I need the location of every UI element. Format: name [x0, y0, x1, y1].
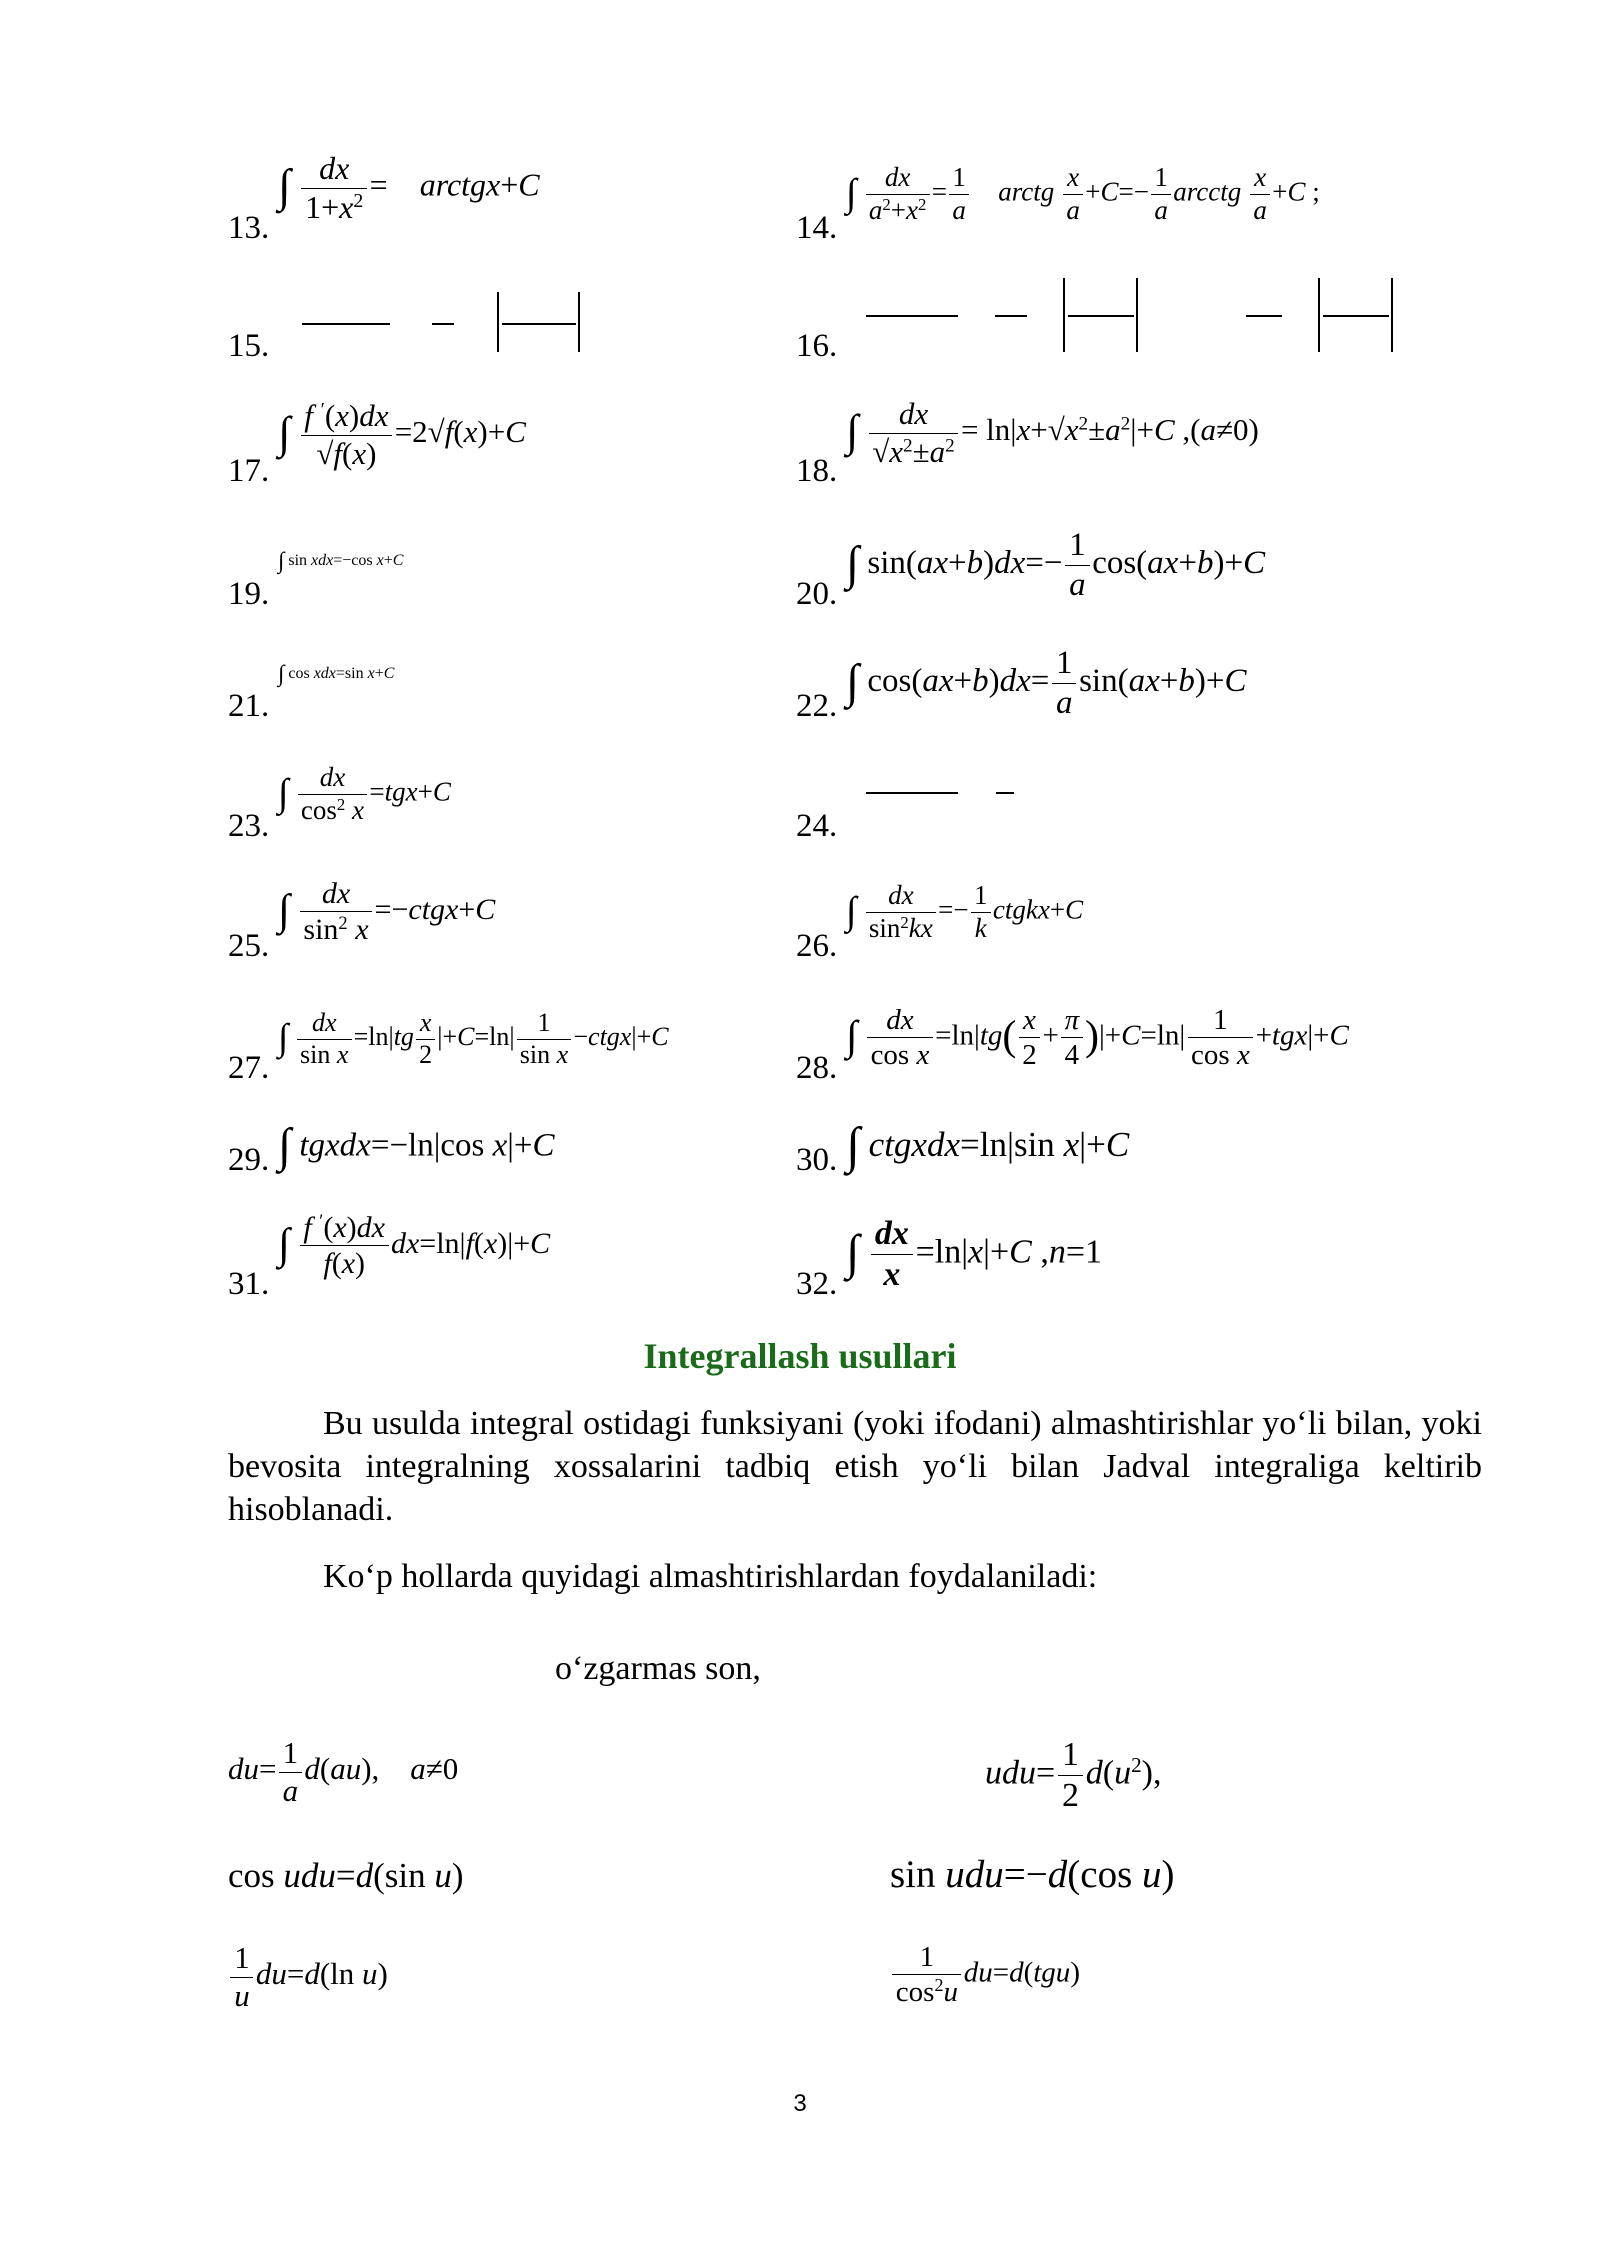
formula-number-24: 24. [796, 808, 838, 844]
formula-19: ∫ sin xdx=−cos x+C [278, 548, 404, 574]
formula-number-19: 19. [228, 576, 270, 612]
formula-20: ∫ sin(ax+b)dx=− $\frac{1}{a}$ cos(ax+b)+C [846, 527, 1266, 603]
formula-26: ∫ $\frac{dx}{\sin^2kx}$ =− $\frac{1}{k}$ ctgkx+C [846, 880, 1084, 944]
formula-32: ∫ $\frac{dx}{x}$ =ln|x|+C ,n=1 [846, 1215, 1102, 1294]
formula-number-29: 29. [228, 1142, 270, 1178]
formula-number-30: 30. [796, 1142, 838, 1178]
paragraph-intro [228, 1402, 1482, 1531]
paragraph-substitutions [228, 1555, 1482, 1598]
formula-number-15: 15. [228, 328, 270, 364]
substitution-cos-udu: cos udu=d(sin u) [228, 1856, 464, 1895]
formula-31: ∫ $\frac{f '(x)dx}{f(x)}$ dx=ln|f(x)|+C [278, 1210, 551, 1281]
formula-27: ∫ $\frac{dx}{\text{sin x}}$ =ln|tg $\frac{x}{2}$ |+C=ln| $\frac{1}{\text{sin x}}$ −ctgx|+C [278, 1008, 669, 1069]
substitution-ln-u: $\frac{1}{u}$ du=d(ln u) [228, 1940, 388, 2014]
formula-25: ∫ $\frac{dx}{\sin^2 x}$ =−ctgx+C [278, 877, 496, 947]
formula-number-20: 20. [796, 576, 838, 612]
formula-21: ∫ cos xdx=sin x+C [278, 661, 395, 687]
page-number: 3 [793, 2090, 807, 2117]
section-title: Integrallash usullari [643, 1336, 957, 1376]
formula-number-16: 16. [796, 328, 838, 364]
formula-23: ∫ $\frac{dx}{\cos^2 x}$ =tgx+C [278, 762, 451, 826]
formula-number-21: 21. [228, 688, 270, 724]
paragraph-substitutions-text: Ko‘p hollarda quyidagi almashtirishlardan foydalaniladi: [323, 1558, 1098, 1595]
formula-number-26: 26. [796, 928, 838, 964]
formula-number-14: 14. [796, 210, 838, 246]
formula-30: ∫ ctgxdx=ln|sin x|+C [846, 1117, 1130, 1173]
formula-14: ∫ $\frac{dx}{a^2+x^2}$ = $\frac{1}{a}$ arctg $\frac{x}{a}$ +C=− $\frac{1}{a}$ arcctg $\frac{x}{a}$ +C ; [846, 162, 1320, 226]
formula-number-23: 23. [228, 808, 270, 844]
formula-13: ∫ $\frac{dx}{1+x^2}$ = arctgx+C [278, 150, 540, 225]
formula-17: ∫ $\frac{f '(x)dx}{√f(x)}$ =2√f(x)+C [278, 398, 526, 471]
formula-number-17: 17. [228, 453, 270, 489]
formula-number-27: 27. [228, 1050, 270, 1086]
formula-22: ∫ cos(ax+b)dx= $\frac{1}{a}$ sin(ax+b)+C [846, 645, 1247, 721]
substitution-du-au: du= $\frac{1}{a}$ d(au), a≠0 [228, 1735, 459, 1808]
substitution-udu: udu= $\frac{1}{2}$ $d(u^2)$, [985, 1736, 1162, 1815]
formula-number-13: 13. [228, 210, 270, 246]
substitution-tgu: $\frac{1}{\cos^2u}$ du=d(tgu) [890, 1940, 1080, 2009]
ozgarmas-son-text: o‘zgarmas son, [555, 1650, 761, 1687]
formula-number-22: 22. [796, 688, 838, 724]
paragraph-intro-text: Bu usulda integral ostidagi funksiyani (yoki ifodani) almashtirishlar yo‘li bilan, yoki bevosita integralning xossalarini tadbiq etish yo‘li bilan Jadval integraliga keltirib hisoblanadi. [228, 1405, 1482, 1528]
formula-number-25: 25. [228, 928, 270, 964]
formula-28: ∫ $\frac{dx}{\text{cos x}}$ =ln|tg( $\frac{x}{2}$ + $\frac{\pi}{4}$ )|+C=ln| $\frac{1}{\text{cos x}}$ +tgx|+C [846, 1004, 1349, 1072]
formula-number-28: 28. [796, 1050, 838, 1086]
formula-number-18: 18. [796, 453, 838, 489]
formula-number-31: 31. [228, 1266, 270, 1302]
substitution-sin-udu: sin udu=−d(cos u) [890, 1853, 1175, 1896]
formula-number-32: 32. [796, 1266, 838, 1302]
formula-29: ∫ tgxdx=−ln|cos x|+C [278, 1119, 555, 1172]
formula-18: ∫ $\frac{dx}{√x^2\pm a^2}$ = $\ln|x+√x^2\pm a^2|+C$ ,(a≠0) [846, 396, 1259, 469]
